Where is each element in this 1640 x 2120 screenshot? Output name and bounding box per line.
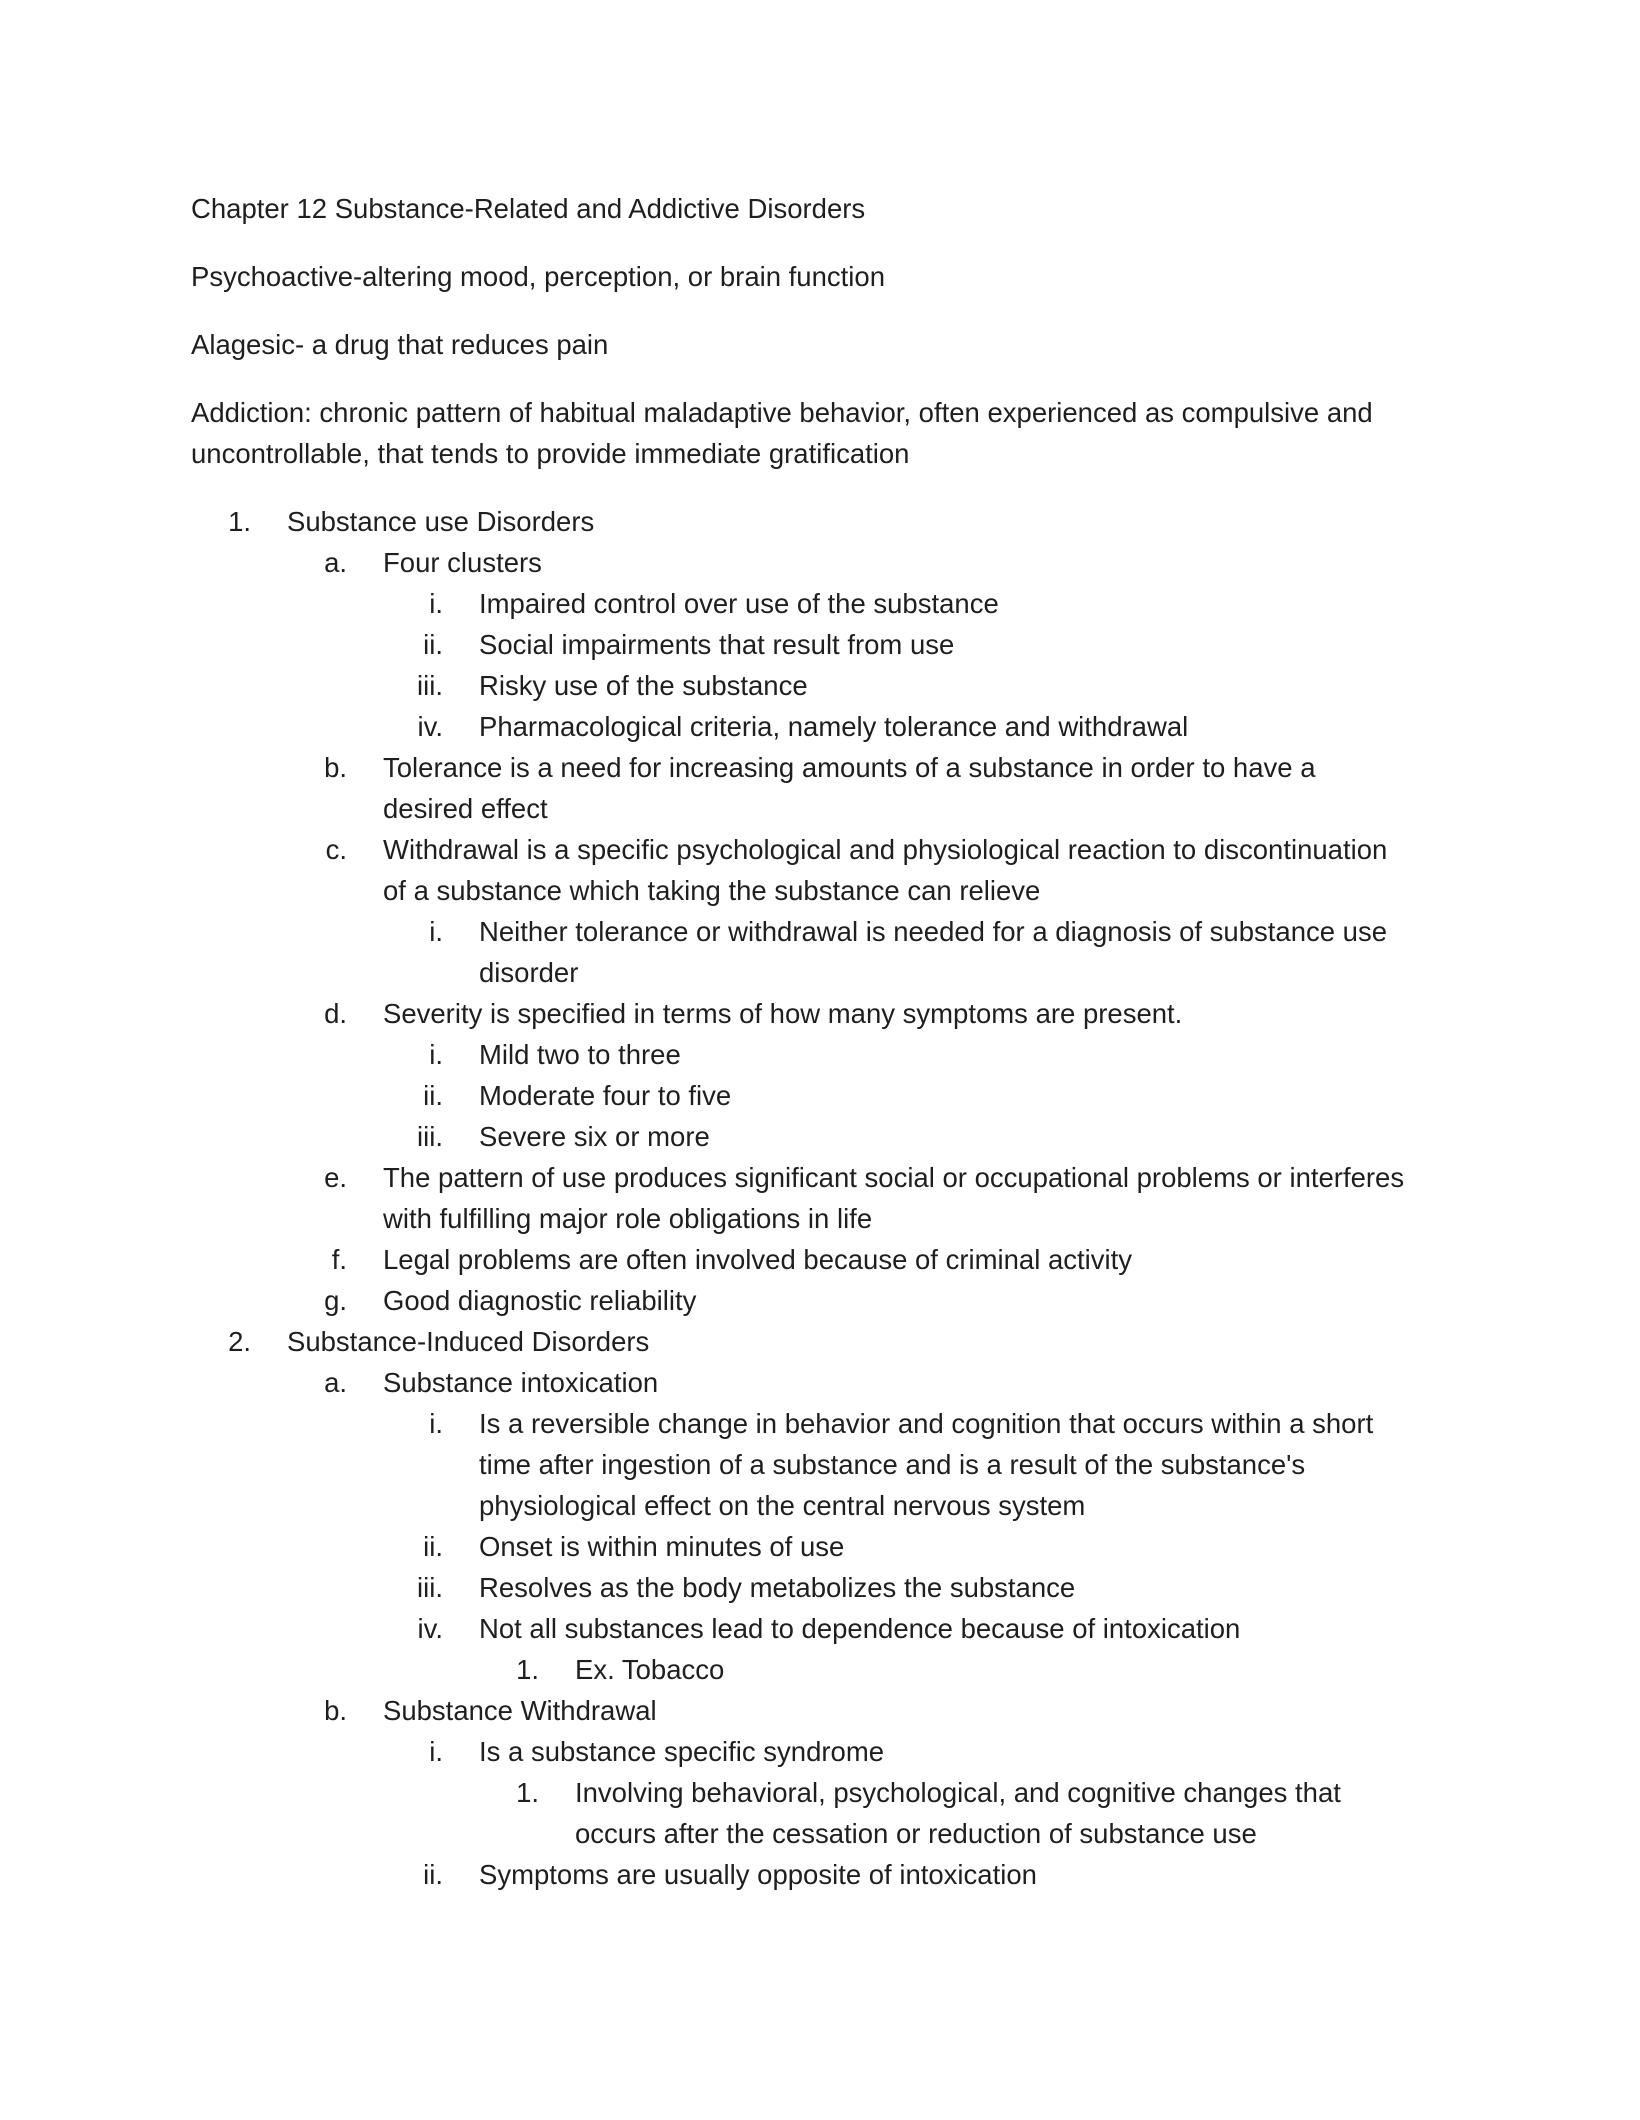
list-item <box>191 829 1410 911</box>
list-item <box>191 1239 1410 1280</box>
list-item-text: Moderate four to five <box>479 1080 732 1111</box>
list-item-text: Substance-Induced Disorders <box>287 1326 650 1357</box>
list-marker: iv. <box>417 1613 443 1644</box>
list-item <box>191 624 1410 665</box>
list-item-text: Severe six or more <box>479 1121 710 1152</box>
list-item <box>191 1608 1410 1649</box>
list-item <box>191 1362 1410 1403</box>
list-marker: b. <box>324 1695 347 1726</box>
list-marker: d. <box>324 998 347 1029</box>
list-marker: 2. <box>228 1326 251 1357</box>
list-item-text: Not all substances lead to dependence because of intoxication <box>479 1613 1241 1644</box>
list-marker: iii. <box>417 1121 443 1152</box>
list-item-text: Symptoms are usually opposite of intoxication <box>479 1859 1037 1890</box>
list-item <box>191 1567 1410 1608</box>
list-marker: iv. <box>417 711 443 742</box>
list-marker: 1. <box>516 1777 539 1808</box>
list-marker: e. <box>324 1162 347 1193</box>
list-item <box>191 1649 1410 1690</box>
list-item <box>191 1034 1410 1075</box>
intro-paragraphs <box>191 188 1410 474</box>
paragraph: Addiction: chronic pattern of habitual maladaptive behavior, often experienced as compulsive and uncontrollable, that tends to provide immediate gratification <box>191 397 1373 469</box>
list-item-text: Neither tolerance or withdrawal is needed for a diagnosis of substance use disorder <box>479 916 1388 988</box>
list-marker: i. <box>429 1408 443 1439</box>
list-item-text: Tolerance is a need for increasing amounts of a substance in order to have a desired effect <box>383 752 1316 824</box>
list-item-text: Severity is specified in terms of how many symptoms are present. <box>383 998 1183 1029</box>
list-item-text: Ex. Tobacco <box>575 1654 725 1685</box>
list-marker: i. <box>429 916 443 947</box>
list-item-text: Substance intoxication <box>383 1367 659 1398</box>
list-item-text: Mild two to three <box>479 1039 681 1070</box>
list-item-text: The pattern of use produces significant social or occupational problems or interferes with fulfilling major role obligations in life <box>383 1162 1405 1234</box>
list-item <box>191 911 1410 993</box>
list-item-text: Involving behavioral, psychological, and cognitive changes that occurs after the cessation or reduction of substance use <box>575 1777 1341 1849</box>
list-marker: iii. <box>417 1572 443 1603</box>
list-marker: ii. <box>423 1859 443 1890</box>
list-marker: g. <box>324 1285 347 1316</box>
list-marker: i. <box>429 588 443 619</box>
outline-list <box>191 501 1410 1895</box>
paragraph: Alagesic- a drug that reduces pain <box>191 329 609 360</box>
list-item-text: Resolves as the body metabolizes the substance <box>479 1572 1076 1603</box>
paragraph: Psychoactive-altering mood, perception, or brain function <box>191 261 885 292</box>
list-item <box>191 1731 1410 1772</box>
list-item <box>191 1690 1410 1731</box>
list-item <box>191 747 1410 829</box>
list-marker: a. <box>324 1367 347 1398</box>
list-marker: ii. <box>423 1531 443 1562</box>
list-item <box>191 501 1410 542</box>
list-item <box>191 1321 1410 1362</box>
list-marker: iii. <box>417 670 443 701</box>
list-marker: a. <box>324 547 347 578</box>
list-item-text: Is a substance specific syndrome <box>479 1736 885 1767</box>
list-item <box>191 1280 1410 1321</box>
list-item-text: Good diagnostic reliability <box>383 1285 697 1316</box>
list-item <box>191 1526 1410 1567</box>
list-item <box>191 665 1410 706</box>
list-item-text: Onset is within minutes of use <box>479 1531 845 1562</box>
list-marker: i. <box>429 1039 443 1070</box>
list-item <box>191 583 1410 624</box>
list-item-text: Social impairments that result from use <box>479 629 955 660</box>
list-marker: 1. <box>228 506 251 537</box>
list-item-text: Legal problems are often involved because of criminal activity <box>383 1244 1132 1275</box>
list-item-text: Is a reversible change in behavior and cognition that occurs within a short time after ingestion of a substance and is a result of the substance's physiological effect on the central nervous system <box>479 1408 1374 1521</box>
list-item-text: Impaired control over use of the substance <box>479 588 999 619</box>
list-item-text: Pharmacological criteria, namely tolerance and withdrawal <box>479 711 1189 742</box>
list-item <box>191 993 1410 1034</box>
list-item <box>191 1772 1410 1854</box>
list-item-text: Risky use of the substance <box>479 670 808 701</box>
list-marker: i. <box>429 1736 443 1767</box>
list-item <box>191 1403 1410 1526</box>
list-marker: ii. <box>423 629 443 660</box>
list-item <box>191 1157 1410 1239</box>
list-item <box>191 1116 1410 1157</box>
list-marker: ii. <box>423 1080 443 1111</box>
list-marker: b. <box>324 752 347 783</box>
list-item <box>191 1075 1410 1116</box>
list-item-text: Substance use Disorders <box>287 506 595 537</box>
list-item-text: Substance Withdrawal <box>383 1695 657 1726</box>
list-item <box>191 706 1410 747</box>
list-item-text: Withdrawal is a specific psychological and physiological reaction to discontinuation of a substance which taking the substance can relieve <box>383 834 1388 906</box>
list-marker: f. <box>331 1244 347 1275</box>
list-marker: c. <box>325 834 347 865</box>
list-item-text: Four clusters <box>383 547 542 578</box>
document-title: Chapter 12 Substance-Related and Addictive Disorders <box>191 193 866 224</box>
list-item <box>191 542 1410 583</box>
list-item <box>191 1854 1410 1895</box>
list-marker: 1. <box>516 1654 539 1685</box>
